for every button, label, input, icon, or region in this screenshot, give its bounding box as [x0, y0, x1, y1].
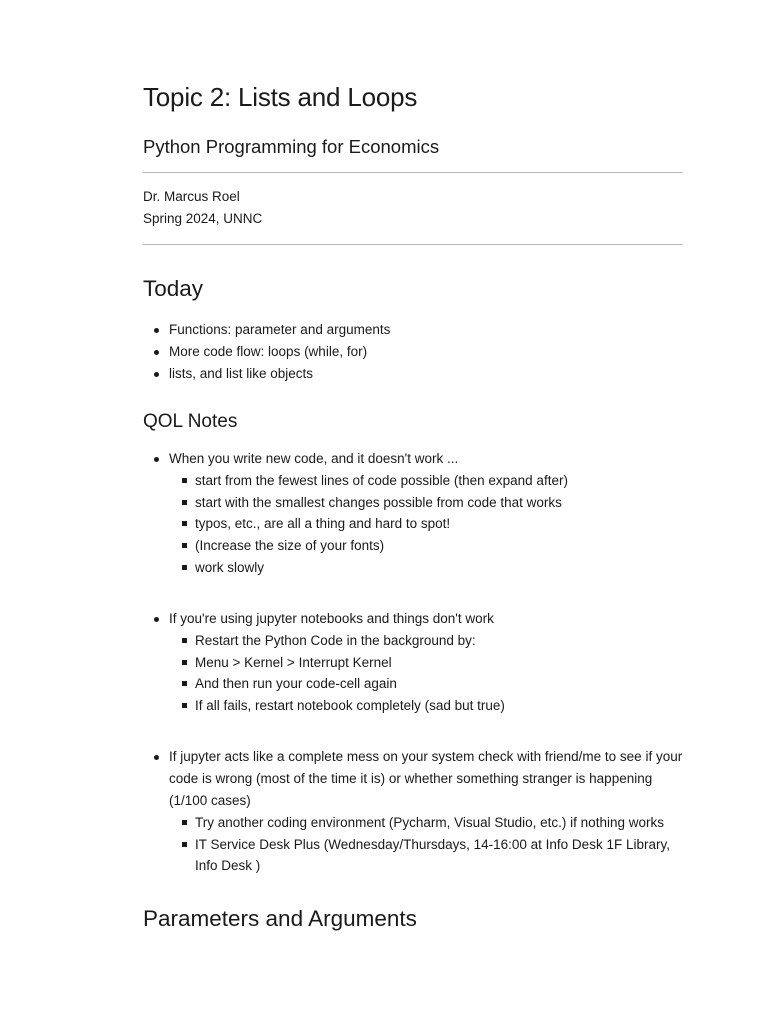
sub-list-item-text: typos, etc., are all a thing and hard to spot! — [195, 516, 451, 532]
sub-list-item-text: Menu > Kernel > Interrupt Kernel — [195, 654, 392, 670]
section-heading-qol: QOL Notes — [143, 411, 238, 432]
list-item-text: If jupyter acts like a complete mess on your system check with friend/me to see if your code is wrong (most of the time it is) or whether something stranger is happening (1/100 cases) — [169, 749, 683, 808]
sub-list-item — [169, 492, 683, 514]
sub-list-item — [169, 513, 683, 535]
sub-list-item — [169, 652, 683, 674]
bullet-icon — [154, 350, 159, 355]
sub-list-item — [169, 630, 683, 652]
term-info: Spring 2024, UNNC — [143, 211, 263, 226]
sub-list-item-text: And then run your code-cell again — [195, 676, 397, 692]
square-bullet-icon — [182, 638, 187, 643]
sub-list — [169, 812, 683, 877]
divider-top — [143, 172, 683, 173]
sub-list-item — [169, 812, 683, 834]
list-item-text: lists, and list like objects — [169, 366, 314, 381]
bullet-icon — [154, 457, 159, 462]
sub-list-item — [169, 535, 683, 557]
square-bullet-icon — [182, 521, 187, 526]
sub-list-item-text: Try another coding environment (Pycharm, Visual Studio, etc.) if nothing works — [195, 815, 664, 830]
sub-list — [169, 630, 683, 717]
list-item — [143, 363, 683, 385]
square-bullet-icon — [182, 478, 187, 483]
section-heading-parameters: Parameters and Arguments — [143, 906, 417, 931]
square-bullet-icon — [182, 565, 187, 570]
sub-list-item — [169, 557, 683, 579]
sub-list-item — [169, 834, 683, 877]
sub-list-item-text: If all fails, restart notebook completely (sad but true) — [195, 698, 505, 714]
sub-list — [169, 470, 683, 579]
list-item-text: When you write new code, and it doesn't work ... — [169, 451, 459, 466]
today-list — [143, 319, 683, 385]
list-item — [143, 448, 683, 579]
list-item — [143, 341, 683, 363]
list-item-text: Functions: parameter and arguments — [169, 322, 391, 337]
sub-list-item-text: IT Service Desk Plus (Wednesday/Thursdays, 14-16:00 at Info Desk 1F Library, Info Desk ) — [195, 836, 670, 874]
square-bullet-icon — [182, 820, 187, 825]
divider-bottom — [143, 244, 683, 245]
section-heading-today: Today — [143, 276, 204, 301]
square-bullet-icon — [182, 703, 187, 708]
square-bullet-icon — [182, 842, 187, 847]
list-item — [143, 319, 683, 341]
list-item — [143, 746, 683, 877]
sub-list-item-text: start with the smallest changes possible from code that works — [195, 494, 562, 510]
sub-list-item — [169, 673, 683, 695]
list-item — [143, 608, 683, 717]
qol-group-1 — [143, 448, 683, 579]
square-bullet-icon — [182, 681, 187, 686]
bullet-icon — [154, 372, 159, 377]
sub-list-item-text: work slowly — [195, 559, 265, 575]
bullet-icon — [154, 328, 159, 333]
bullet-icon — [154, 617, 159, 622]
qol-group-3 — [143, 746, 683, 877]
page-title: Topic 2: Lists and Loops — [143, 82, 418, 112]
list-item-text: If you're using jupyter notebooks and things don't work — [169, 611, 494, 626]
bullet-icon — [154, 755, 159, 760]
square-bullet-icon — [182, 500, 187, 505]
qol-group-2 — [143, 608, 683, 717]
sub-list-item-text: Restart the Python Code in the background by: — [195, 633, 476, 648]
sub-list-item — [169, 695, 683, 717]
author-name: Dr. Marcus Roel — [143, 189, 240, 204]
sub-list-item-text: start from the fewest lines of code possible (then expand after) — [195, 473, 568, 488]
square-bullet-icon — [182, 543, 187, 548]
sub-list-item — [169, 470, 683, 492]
page-subtitle: Python Programming for Economics — [143, 136, 440, 157]
sub-list-item-text: (Increase the size of your fonts) — [195, 538, 385, 554]
square-bullet-icon — [182, 660, 187, 665]
list-item-text: More code flow: loops (while, for) — [169, 344, 368, 359]
